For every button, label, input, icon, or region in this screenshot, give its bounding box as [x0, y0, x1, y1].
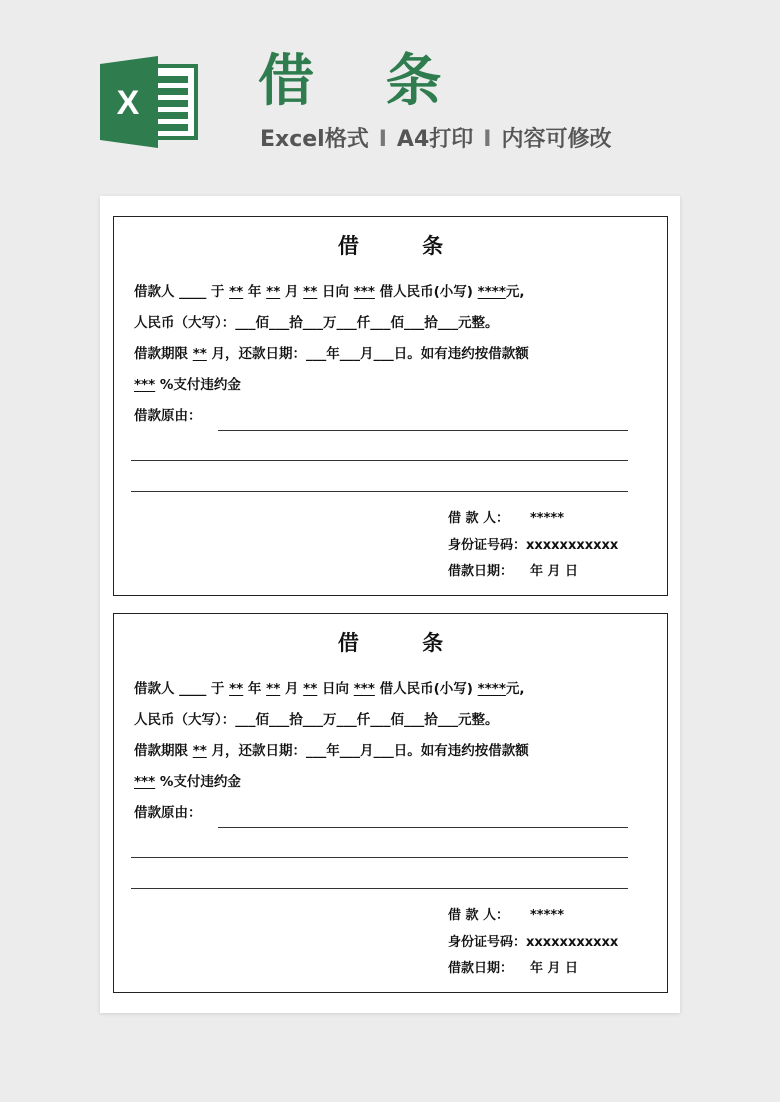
- reason-line[interactable]: [218, 430, 628, 431]
- borrower-signature: 借 款 人： *****: [448, 511, 564, 526]
- year-blank[interactable]: **: [229, 681, 244, 697]
- iou-slip: [113, 216, 668, 596]
- loan-date: 借款日期： 年 月 日: [448, 564, 579, 579]
- slip-title: 借 条: [337, 234, 472, 258]
- month-blank[interactable]: **: [266, 284, 281, 300]
- loan-line-2: 人民币（大写）：___佰___拾___万___仟___佰___拾___元整。: [134, 712, 499, 728]
- slip-title: 借 条: [337, 631, 472, 655]
- subtitle-editable: 内容可修改: [501, 127, 612, 152]
- rate-blank[interactable]: ***: [134, 774, 156, 790]
- months-blank[interactable]: **: [192, 346, 207, 362]
- month-blank[interactable]: **: [266, 681, 281, 697]
- excel-icon: [100, 56, 200, 148]
- loan-reason-label: 借款原由：: [134, 805, 202, 821]
- subtitle-format: Excel格式: [260, 127, 369, 152]
- subtitle-separator: I: [378, 127, 387, 152]
- amount-blank[interactable]: ****: [477, 681, 506, 697]
- lender-blank[interactable]: ***: [353, 681, 375, 697]
- id-number: 身份证号码：xxxxxxxxxxx: [448, 935, 619, 950]
- lender-blank[interactable]: ***: [353, 284, 375, 300]
- page-title: 借 条: [258, 49, 468, 114]
- reason-line[interactable]: [131, 491, 628, 492]
- loan-line-2: 人民币（大写）：___佰___拾___万___仟___佰___拾___元整。: [134, 315, 499, 331]
- year-blank[interactable]: **: [229, 284, 244, 300]
- loan-line-3: 借款期限 ** 月，还款日期：___年___月___日。如有违约按借款额: [134, 346, 529, 362]
- document-page: [100, 196, 680, 1013]
- loan-line-4: *** %支付违约金: [134, 377, 241, 393]
- id-number: 身份证号码：xxxxxxxxxxx: [448, 538, 619, 553]
- iou-slip: [113, 613, 668, 993]
- amount-blank[interactable]: ****: [477, 284, 506, 300]
- loan-line-1: 借款人 ____ 于 ** 年 ** 月 ** 日向 *** 借人民币(小写) ****元,: [134, 681, 525, 697]
- page-header: [0, 0, 780, 190]
- borrower-blank[interactable]: ____: [179, 284, 207, 300]
- reason-line[interactable]: [131, 460, 628, 461]
- reason-line[interactable]: [131, 857, 628, 858]
- subtitle-separator: I: [483, 127, 492, 152]
- subtitle-print: A4打印: [396, 127, 474, 152]
- loan-line-4: *** %支付违约金: [134, 774, 241, 790]
- day-blank[interactable]: **: [303, 681, 318, 697]
- loan-date: 借款日期： 年 月 日: [448, 961, 579, 976]
- borrower-signature: 借 款 人： *****: [448, 908, 564, 923]
- reason-line[interactable]: [131, 888, 628, 889]
- borrower-blank[interactable]: ____: [179, 681, 207, 697]
- loan-line-3: 借款期限 ** 月，还款日期：___年___月___日。如有违约按借款额: [134, 743, 529, 759]
- rate-blank[interactable]: ***: [134, 377, 156, 393]
- day-blank[interactable]: **: [303, 284, 318, 300]
- loan-reason-label: 借款原由：: [134, 408, 202, 424]
- loan-line-1: 借款人 ____ 于 ** 年 ** 月 ** 日向 *** 借人民币(小写) ****元,: [134, 284, 525, 300]
- page-subtitle: [260, 126, 611, 154]
- reason-line[interactable]: [218, 827, 628, 828]
- logo-letter: X: [116, 84, 140, 122]
- months-blank[interactable]: **: [192, 743, 207, 759]
